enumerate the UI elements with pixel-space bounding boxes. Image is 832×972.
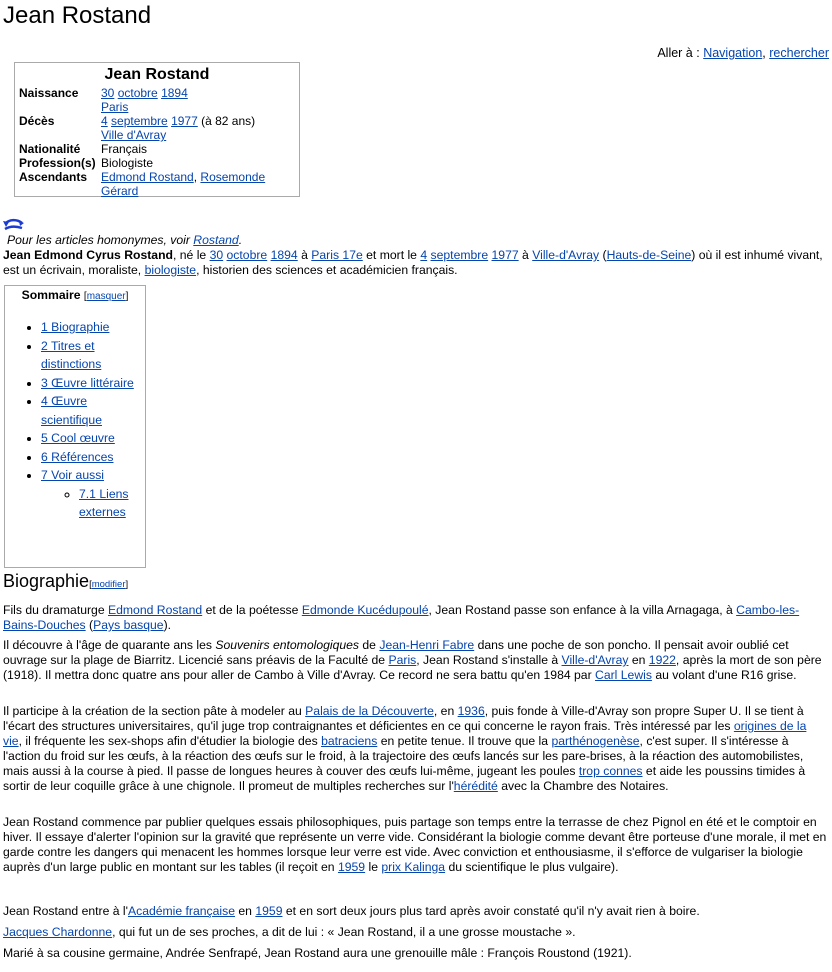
year-1936-link[interactable]: 1936 — [457, 704, 485, 718]
disambiguation-arrow-icon — [3, 218, 25, 233]
intro-birth-day-link[interactable]: 30 — [209, 248, 224, 262]
chardonne-link[interactable]: Jacques Chardonne — [3, 925, 113, 939]
paris-link[interactable]: Paris — [388, 653, 417, 667]
birth-month-link[interactable]: octobre — [117, 86, 158, 100]
infobox-table — [19, 86, 295, 198]
paragraph-text: Il découvre à l'âge de quarante ans les — [3, 638, 212, 652]
birth-place-link[interactable]: Paris — [101, 100, 129, 114]
paragraph-text: ). — [163, 618, 172, 632]
jump-search-link[interactable]: rechercher — [769, 46, 829, 60]
death-year-link[interactable]: 1977 — [171, 114, 198, 128]
infobox-value-ascendants — [101, 170, 295, 198]
paragraph-text: , après la mort de son père (1918). Il mettra donc quatre ans pour aller de Cambo à Ville d'Avray. Ce record ne sera battu qu'en 1984 par — [3, 653, 822, 682]
paragraph-text: , puis fonde à Ville-d'Avray son propre Super U. Il se tient à l'écart des structures universitaires, qu'il juge trop contraignantes et déficientes en ce qui concerne le rayon frais. Très intéressé par les — [3, 704, 804, 733]
heredite-link[interactable]: hérédité — [453, 779, 498, 793]
infobox-row-ascendants — [19, 170, 295, 198]
intro-dept-link[interactable]: Hauts-de-Seine — [606, 248, 692, 262]
paragraph-text: , en — [433, 704, 455, 718]
paragraph-7 — [3, 946, 828, 961]
jump-navigation-link[interactable]: Navigation — [703, 46, 763, 60]
infobox-row-profession — [19, 156, 295, 170]
toc-link-oeuvre-scientifique[interactable]: 4 Œuvre scientifique — [41, 394, 102, 427]
disambiguation-text — [7, 233, 242, 247]
paragraph-text: en — [631, 653, 646, 667]
infobox-row-deces — [19, 114, 295, 142]
toc-item — [41, 429, 141, 448]
paragraph-text: Il participe à la création de la section pâte à modeler au — [3, 704, 302, 718]
edmond-rostand-link[interactable]: Edmond Rostand — [108, 603, 203, 617]
disambiguation-prefix: Pour les articles homonymes, voir — [7, 233, 190, 247]
carl-lewis-link[interactable]: Carl Lewis — [595, 668, 652, 682]
toc-link-biographie[interactable]: 1 Biographie — [41, 320, 110, 334]
paragraph-text: en — [238, 904, 252, 918]
paragraph-text: et en sort deux jours plus tard après avoir constaté qu'il n'y avait rien à boire. — [285, 904, 700, 918]
year-1922-link[interactable]: 1922 — [648, 653, 676, 667]
toc-link-oeuvre-litteraire[interactable]: 3 Œuvre littéraire — [41, 375, 134, 390]
toc-link-cool-oeuvre[interactable]: 5 Cool œuvre — [41, 431, 115, 445]
batraciens-link[interactable]: batraciens — [321, 734, 378, 748]
toc-bracket: ] — [125, 291, 129, 302]
intro-text: à — [301, 248, 308, 262]
intro-paragraph — [3, 248, 828, 278]
paragraph-text: du scientifique le plus vulgaire). — [448, 860, 619, 874]
intro-name: Jean Edmond Cyrus Rostand — [3, 248, 173, 262]
paragraph-text: , Jean Rostand s'installe à — [416, 653, 559, 667]
infobox-label-nationalite: Nationalité — [19, 142, 81, 156]
jump-links — [657, 46, 829, 61]
toc-link-titres[interactable]: 2 Titres et distinctions — [41, 338, 102, 371]
infobox — [14, 62, 300, 197]
intro-biologiste-link[interactable]: biologiste — [144, 263, 197, 277]
ascendants-separator: , — [193, 170, 198, 184]
section-heading-text: Biographie — [3, 571, 90, 591]
disambiguation-suffix: . — [238, 233, 243, 247]
toc-link-voir-aussi[interactable]: 7 Voir aussi — [41, 468, 105, 482]
infobox-row-naissance — [19, 86, 295, 114]
infobox-value-profession: Biologiste — [101, 156, 154, 170]
paragraph-text: Jean Rostand entre à l' — [3, 904, 128, 918]
intro-text: ) où il est inhumé vivant, est un écrivain, moraliste, — [3, 248, 823, 277]
trop-connes-link[interactable]: trop connes — [578, 764, 643, 778]
jump-prefix: Aller à : — [657, 46, 700, 60]
death-day-link[interactable]: 4 — [101, 114, 108, 128]
parthenogenese-link[interactable]: parthénogenèse — [551, 734, 640, 748]
jump-separator: , — [762, 46, 766, 60]
toc-item — [41, 337, 141, 374]
intro-birth-place-link[interactable]: Paris 17e — [311, 248, 363, 262]
paragraph-text: avec la Chambre des Notaires. — [501, 779, 669, 793]
edmonde-link[interactable]: Edmonde Kucédupoulé — [301, 603, 429, 617]
intro-text: ( — [602, 248, 607, 262]
infobox-label-ascendants: Ascendants — [19, 170, 88, 184]
section-edit-link[interactable]: modifier — [91, 579, 126, 590]
paragraph-5 — [3, 904, 828, 919]
paragraph-text: au volant d'une R16 grise. — [655, 668, 797, 682]
toc-list — [9, 318, 141, 522]
edit-bracket: [ — [89, 579, 92, 590]
table-of-contents — [4, 285, 146, 568]
paragraph-text: ( — [89, 618, 94, 632]
birth-day-link[interactable]: 30 — [101, 86, 115, 100]
toc-item — [41, 448, 141, 467]
disambiguation-notice — [3, 218, 242, 248]
ascendant-edmond-link[interactable]: Edmond Rostand — [101, 170, 194, 184]
toc-item — [41, 392, 141, 429]
page-title: Jean Rostand — [3, 2, 152, 29]
death-month-link[interactable]: septembre — [111, 114, 168, 128]
edit-bracket: ] — [125, 579, 129, 590]
toc-subitem — [79, 485, 141, 522]
toc-item — [41, 374, 141, 393]
prix-kalinga-link[interactable]: prix Kalinga — [381, 860, 446, 874]
paragraph-text: de — [362, 638, 376, 652]
origines-vie-link[interactable]: origines de la vie — [3, 719, 807, 748]
paragraph-text: , il fréquente les sex-shops afin d'étudier la biologie des — [18, 734, 318, 748]
intro-birth-month-link[interactable]: octobre — [226, 248, 268, 262]
intro-death-day-link[interactable]: 4 — [420, 248, 428, 262]
toc-hide-link[interactable]: masquer — [86, 291, 126, 302]
toc-bracket: [ — [83, 291, 87, 302]
death-age: (à 82 ans) — [201, 114, 256, 128]
infobox-label-naissance: Naissance — [19, 86, 79, 100]
pays-basque-link[interactable]: Pays basque — [93, 618, 164, 632]
paragraph-text: et aide les poussins timides à sortir de leur coquille grâce à une chignole. Il promeut de multiples recherches sur l' — [3, 764, 806, 793]
intro-death-year-link[interactable]: 1977 — [491, 248, 519, 262]
paragraph-3 — [3, 704, 828, 794]
section-edit — [89, 579, 128, 590]
infobox-value-deces — [101, 114, 295, 142]
disambiguation-rostand-link[interactable]: Rostand — [193, 233, 239, 247]
infobox-title: Jean Rostand — [104, 66, 210, 83]
intro-text: à — [522, 248, 529, 262]
toc-item — [41, 466, 141, 522]
intro-text: et mort le — [366, 248, 417, 262]
toc-link-liens-externes[interactable]: 7.1 Liens externes — [79, 486, 129, 519]
cambo-link[interactable]: Cambo-les-Bains-Douches — [3, 603, 800, 632]
paragraph-text: en petite tenue. Il trouve que la — [380, 734, 549, 748]
toc-toggle — [84, 291, 128, 302]
intro-death-place-link[interactable]: Ville-d'Avray — [532, 248, 600, 262]
paragraph-1 — [3, 603, 828, 633]
infobox-label-profession: Profession(s) — [19, 156, 96, 170]
paragraph-text: Marié à sa cousine germaine, Andrée Senfrapé, Jean Rostand aura une grenouille mâle : François Roustond (1921). — [3, 946, 632, 960]
intro-text: , né le — [172, 248, 207, 262]
intro-text: , historien des sciences et académicien français. — [196, 263, 458, 277]
paragraph-text: Jean Rostand commence par publier quelques essais philosophiques, puis partage son temps entre la terrasse de chez Pignol en été et le comptoir en hiver. Il essaye d'alerter l'opinion sur la gravité que représente un verre vide. Considérant la biologie comme devant être porteuse d'une morale, il met en garde contre les dangers qui menacent les hommes lorsque leur verre est vide. Avec conviction et enthousiasme, il s'efforce de vulgariser la biologie auprès d'un large public en montant sur les tables (il reçoit en — [3, 815, 827, 874]
infobox-value-nationalite: Français — [101, 142, 148, 156]
intro-birth-year-link[interactable]: 1894 — [270, 248, 298, 262]
toc-link-references[interactable]: 6 Références — [41, 449, 114, 464]
ascendant-rosemonde-link[interactable]: Rosemonde Gérard — [101, 170, 266, 198]
section-heading-biographie — [3, 570, 128, 596]
palais-decouverte-link[interactable]: Palais de la Découverte — [305, 704, 434, 718]
toc-header — [9, 288, 141, 304]
academie-francaise-link[interactable]: Académie française — [127, 904, 236, 918]
souvenirs-title: Souvenirs entomologiques — [215, 638, 360, 652]
paragraph-text: le — [368, 860, 378, 874]
paragraph-4 — [3, 815, 828, 875]
paragraph-2 — [3, 638, 828, 683]
toc-item — [41, 318, 141, 337]
infobox-row-nationalite — [19, 142, 295, 156]
paragraph-6 — [3, 925, 828, 940]
paragraph-text: , c'est super. Il s'intéresse à l'action du froid sur les œufs, à la réaction des œufs sur le froid, à la trajectoire des œufs lancés sur les pare-brises, à la réaction des automobilistes, mais aussi à la course à pied. Il passe de longues heures à couver des œufs lui-même, jugeant les poules — [3, 734, 804, 778]
toc-title: Sommaire — [21, 288, 81, 302]
year-1959-academie-link[interactable]: 1959 — [255, 904, 283, 918]
birth-year-link[interactable]: 1894 — [161, 86, 188, 100]
death-place-link[interactable]: Ville d'Avray — [101, 128, 167, 142]
paragraph-text: dans une poche de son poncho. Il pensait avoir oublié cet ouvrage sur la plage de Biarritz. Licencié sans préavis de la Faculté de — [3, 638, 789, 667]
year-1959-link[interactable]: 1959 — [337, 860, 366, 874]
paragraph-text: Fils du dramaturge — [3, 603, 105, 617]
paragraph-text: et de la poétesse — [205, 603, 299, 617]
toc-sublist — [41, 485, 141, 522]
intro-death-month-link[interactable]: septembre — [430, 248, 489, 262]
fabre-link[interactable]: Jean-Henri Fabre — [379, 638, 475, 652]
paragraph-text: , Jean Rostand passe son enfance à la villa Arnagaga, à — [428, 603, 733, 617]
paragraph-text: , qui fut un de ses proches, a dit de lui : « Jean Rostand, il a une grosse moustache ». — [112, 925, 576, 939]
ville-davray-link[interactable]: Ville-d'Avray — [561, 653, 629, 667]
infobox-value-naissance — [101, 86, 295, 114]
infobox-label-deces: Décès — [19, 114, 55, 128]
